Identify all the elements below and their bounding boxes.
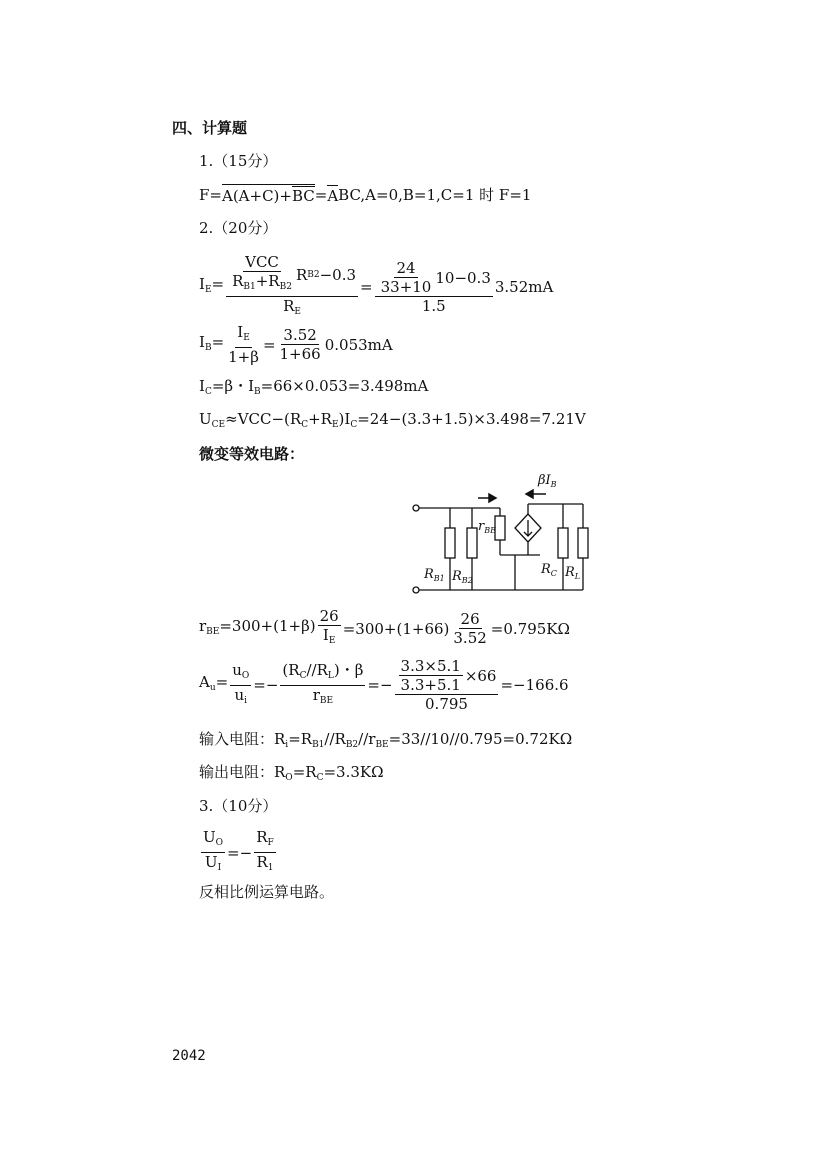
q3-conclusion: 反相比例运算电路。	[199, 883, 335, 901]
q1-overbar-group	[222, 184, 315, 206]
rbe-frac-2: $\frac{26}{3.52}$	[453, 610, 487, 647]
ie-frac-numeric	[375, 259, 493, 315]
label-rb1: $R_{B1}$	[424, 567, 445, 583]
rc-resistor	[558, 528, 568, 558]
beta-ib-direction-arrow	[526, 490, 533, 498]
rbe-frac-1: $\frac{26}{I_E}$	[319, 607, 339, 646]
label-rc: $R_C$	[541, 562, 557, 578]
q1-eq-abar: A	[327, 186, 339, 205]
equivalent-circuit-diagram	[400, 470, 600, 600]
q3-frac-1: $\frac{U_O}{U_I}$	[203, 828, 224, 873]
ie-inner-num: VCC	[245, 253, 279, 271]
input-terminal-bottom	[413, 587, 419, 593]
label-rb2: $R_{B2}$	[452, 569, 473, 585]
ie-frac-outer: $\frac{\text{VCC}}{R_{B1}+R_{B2}}$ R B2 −0.3 $R_E$	[226, 253, 358, 321]
input-terminal-top	[413, 505, 419, 511]
ib-direction-arrow	[489, 494, 496, 502]
label-beta-ib: $\beta I_B$	[538, 473, 557, 489]
ie-n2-tail: 10−0.3	[435, 268, 491, 287]
label-rl: $R_L$	[565, 565, 581, 581]
input-resistance: 输入电阻：$R_i=R_{B1}//R_{B2}//r_{BE}=33//10//0.795=0.72K\Omega$	[199, 730, 573, 750]
page-number: 2042	[172, 1048, 206, 1064]
circuit-heading: 微变等效电路：	[199, 445, 305, 463]
label-rbe: $r_{BE}$	[478, 519, 496, 535]
rb2-resistor	[467, 528, 477, 558]
q1-label: 1.（15分）	[199, 152, 278, 170]
rb1-resistor	[445, 528, 455, 558]
ic-equation: $I_C=\beta$・$I_B=66\times 0.053=3.498mA$	[199, 377, 429, 397]
ib-equation: $I_B=$ $\frac{I_E}{1+\beta}$ = $\frac{3.52}{1+66}$ 0.053mA	[199, 323, 393, 366]
au-equation: $A_u=$ $\frac{u_O}{u_i}$ =− $\frac{(R_C//R_L)・\beta}{r_{BE}}$ =− $\frac{3.3\times 5.1}{3.3+5.1}$ ×66 0.795 =−166.6	[199, 657, 569, 713]
ie-n2-den: 33+10	[380, 278, 432, 296]
au-frac-1: $\frac{u_O}{u_i}$	[232, 660, 250, 706]
au-frac-3: $\frac{3.3\times 5.1}{3.3+5.1}$ ×66 0.795	[395, 657, 499, 713]
ib-frac-2: $\frac{3.52}{1+66}$	[279, 326, 321, 363]
ie-frac-inner: $\frac{\text{VCC}}{R_{B1}+R_{B2}}$	[232, 253, 292, 292]
q1-eq-expr: A(A+C)+	[221, 187, 292, 205]
ie-lhs: $I_E=$	[199, 275, 225, 295]
q1-eq-tail: BC,A=0,B=1,C=1 时 F=1	[338, 186, 532, 204]
ie-n2-num: 24	[396, 259, 416, 277]
ib-frac-1: $\frac{I_E}{1+\beta}$	[228, 323, 259, 366]
au-result: =−166.6	[500, 676, 569, 694]
rl-resistor	[578, 528, 588, 558]
q1-eq-lhs: F=	[199, 186, 222, 204]
q1-equation	[199, 184, 531, 206]
output-resistance: 输出电阻：$R_O=R_C=3.3K\Omega$	[199, 763, 384, 783]
uce-equation: $U_{CE}\approx VCC-(R_C+R_E)I_C=24-(3.3+1.5)\times 3.498=7.21V$	[199, 410, 586, 430]
q3-label: 3.（10分）	[199, 797, 278, 815]
rbe-resistor	[495, 516, 505, 540]
ie-result: 3.52mA	[494, 278, 554, 296]
rbe-equation: $r_{BE}=300+(1+\beta)$ $\frac{26}{I_E}$ =300+(1+66) $\frac{26}{3.52}$ =0.795KΩ	[199, 607, 570, 650]
ie-n2-den-outer: 1.5	[421, 297, 446, 315]
au-frac-2: $\frac{(R_C//R_L)・\beta}{r_{BE}}$	[282, 660, 364, 706]
q3-equation: $\frac{U_O}{U_I}$ =− $\frac{R_F}{R_1}$	[199, 828, 278, 877]
ie-equation: $I_E=$ $\frac{\text{VCC}}{R_{B1}+R_{B2}}$ R B2 −0.3 $R_E$ = $\frac{24}{33+10}$ 10−0.3 1.5 3.52mA	[199, 253, 553, 321]
q1-eq-bc: BC	[291, 187, 315, 205]
rbe-result: =0.795KΩ	[490, 619, 570, 638]
q1-eq-equals: =	[314, 186, 328, 204]
q3-frac-2: $\frac{R_F}{R_1}$	[256, 828, 274, 873]
section-title: 四、计算题	[172, 119, 248, 137]
ib-result: 0.053mA	[324, 335, 393, 354]
q2-label: 2.（20分）	[199, 219, 278, 237]
